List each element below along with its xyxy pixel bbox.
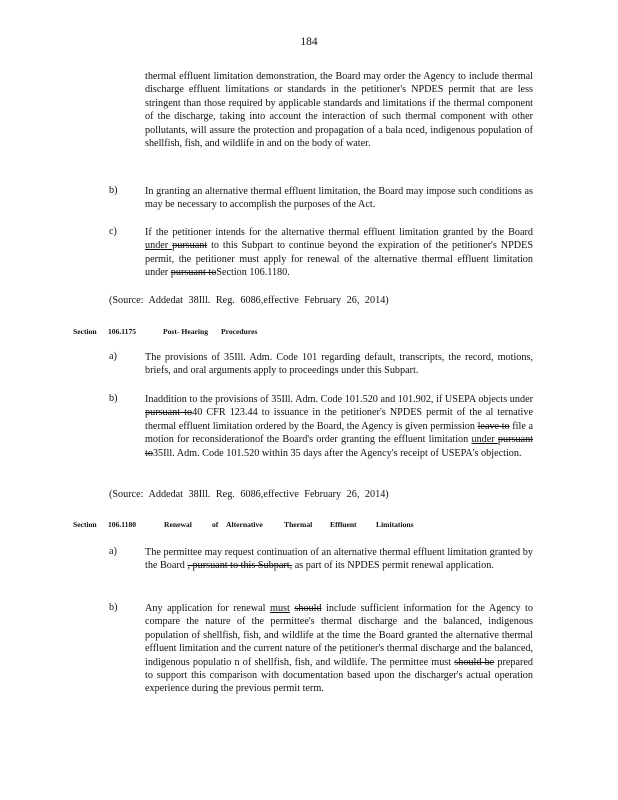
text-run: The permittee may request continuation of an alternative thermal effluent limitation granted by the Board bbox=[145, 547, 533, 572]
text-run: prepared to support this comparison with documentation based upon the discharger's actual operation experience during the previous permit term. bbox=[145, 656, 534, 695]
section-word: Section bbox=[73, 327, 97, 336]
text-run: 40 CFR 123.44 to issuance in the petitioner's NPDES permit of the al ternative thermal effluent limitation ordered by the Board, the Agency is given permission bbox=[145, 407, 533, 432]
continuation-paragraph bbox=[145, 70, 533, 150]
section-title-word: Thermal bbox=[284, 520, 313, 529]
deleted-text: should be bbox=[454, 656, 495, 668]
text-run: 35Ill. Adm. Code 101.520 within 35 days after the Agency's receipt of USEPA's objection. bbox=[152, 447, 522, 459]
section-title-word: of bbox=[212, 520, 219, 529]
text-run: Any application for renewal bbox=[145, 603, 271, 614]
text-run: file a motion for reconsiderationof the Board's order granting the effluent limitation bbox=[145, 420, 533, 446]
inserted-text: under bbox=[471, 434, 498, 446]
deleted-text: pursuant bbox=[172, 240, 208, 252]
paragraph-c-renewal bbox=[145, 226, 533, 280]
text-run: The provisions of 35Ill. Adm. Code 101 regarding default, transcripts, the record, motions, briefs, and oral arguments apply to proceedings under this Subpart. bbox=[145, 352, 533, 377]
section-title-word: Effluent bbox=[330, 520, 357, 529]
section-heading-1175 bbox=[73, 327, 257, 336]
page-number: 184 bbox=[300, 36, 318, 48]
deleted-text: , pursuant to this Subpart, bbox=[187, 560, 293, 572]
text-run: If the petitioner intends for the alternative thermal effluent limitation granted by the Board bbox=[145, 227, 533, 238]
text-run: as part of its NPDES permit renewal application. bbox=[292, 560, 494, 572]
section-title-word: Procedures bbox=[221, 327, 258, 336]
paragraph-b-conditions bbox=[145, 185, 533, 212]
paragraph-a-provisions bbox=[145, 351, 533, 378]
deleted-text: pursuant to bbox=[145, 407, 193, 419]
item-label-b: b) bbox=[109, 393, 118, 404]
item-label-a: a) bbox=[109, 351, 117, 362]
section-word: Section bbox=[73, 520, 97, 529]
section-title-word: Alternative bbox=[226, 520, 263, 529]
deleted-text: leave to bbox=[477, 420, 510, 432]
paragraph-b-application bbox=[145, 602, 533, 696]
text-run: Inaddition to the provisions of 35Ill. Adm. Code 101.520 and 101.902, if USEPA objects under bbox=[145, 394, 533, 405]
section-id: 106.1175 bbox=[108, 327, 137, 336]
deleted-text: should bbox=[294, 603, 322, 614]
source-note: (Source: Addedat 38Ill. Reg. 6086,effective February 26, 2014) bbox=[109, 295, 389, 306]
text-run: include sufficient information for the Agency to compare the nature of the permittee's thermal discharge and the balanced, indigenous population of shellfish, fish, and wildlife at the time the Board granted the alternative thermal effluent limitation and the current nature of the petitioner's thermal discharge and the balanced, indigenous populatio n of shellfish, fish, and wildlife. The permittee must bbox=[145, 603, 533, 668]
item-label-b: b) bbox=[109, 185, 118, 196]
item-label-b: b) bbox=[109, 602, 118, 613]
deleted-text: pursuant to bbox=[170, 267, 217, 279]
text-run: to this Subpart to continue beyond the expiration of the petitioner's NPDES permit, the petitioner must apply for renewal of the alternative thermal effluent limitation under bbox=[145, 240, 533, 279]
section-heading-1180 bbox=[73, 520, 414, 529]
section-title-word: Limitations bbox=[376, 520, 414, 529]
section-title-word: Renewal bbox=[164, 520, 192, 529]
paragraph-b-usepa bbox=[145, 393, 533, 460]
text-run: thermal effluent limitation demonstration, the Board may order the Agency to include thermal discharge effluent limitations or standards in the petitioner's NPDES permit that are less stringent than those required by applicable standards and limitations if the thermal component of the discharge, taking into account the interaction of such thermal component with other pollutants, will assure the protection and propagation of a bala nced, indigenous population of shellfish, fish, and wildlife in and on the body of water. bbox=[145, 71, 533, 150]
text-run: Section 106.1180. bbox=[216, 267, 290, 279]
section-id: 106.1180 bbox=[108, 520, 137, 529]
text-run: In granting an alternative thermal effluent limitation, the Board may impose such conditions as may be necessary to accomplish the purposes of the Act. bbox=[145, 186, 533, 211]
section-title-word: - Hearing bbox=[177, 327, 209, 336]
section-title-word: Post bbox=[163, 327, 177, 336]
source-note: (Source: Addedat 38Ill. Reg. 6086,effective February 26, 2014) bbox=[109, 489, 389, 500]
inserted-text: under bbox=[145, 240, 173, 252]
item-label-c: c) bbox=[109, 226, 117, 237]
item-label-a: a) bbox=[109, 546, 117, 557]
deleted-text: pursuant to bbox=[145, 434, 534, 459]
inserted-text: must bbox=[270, 603, 290, 614]
paragraph-a-continuation bbox=[145, 546, 533, 573]
